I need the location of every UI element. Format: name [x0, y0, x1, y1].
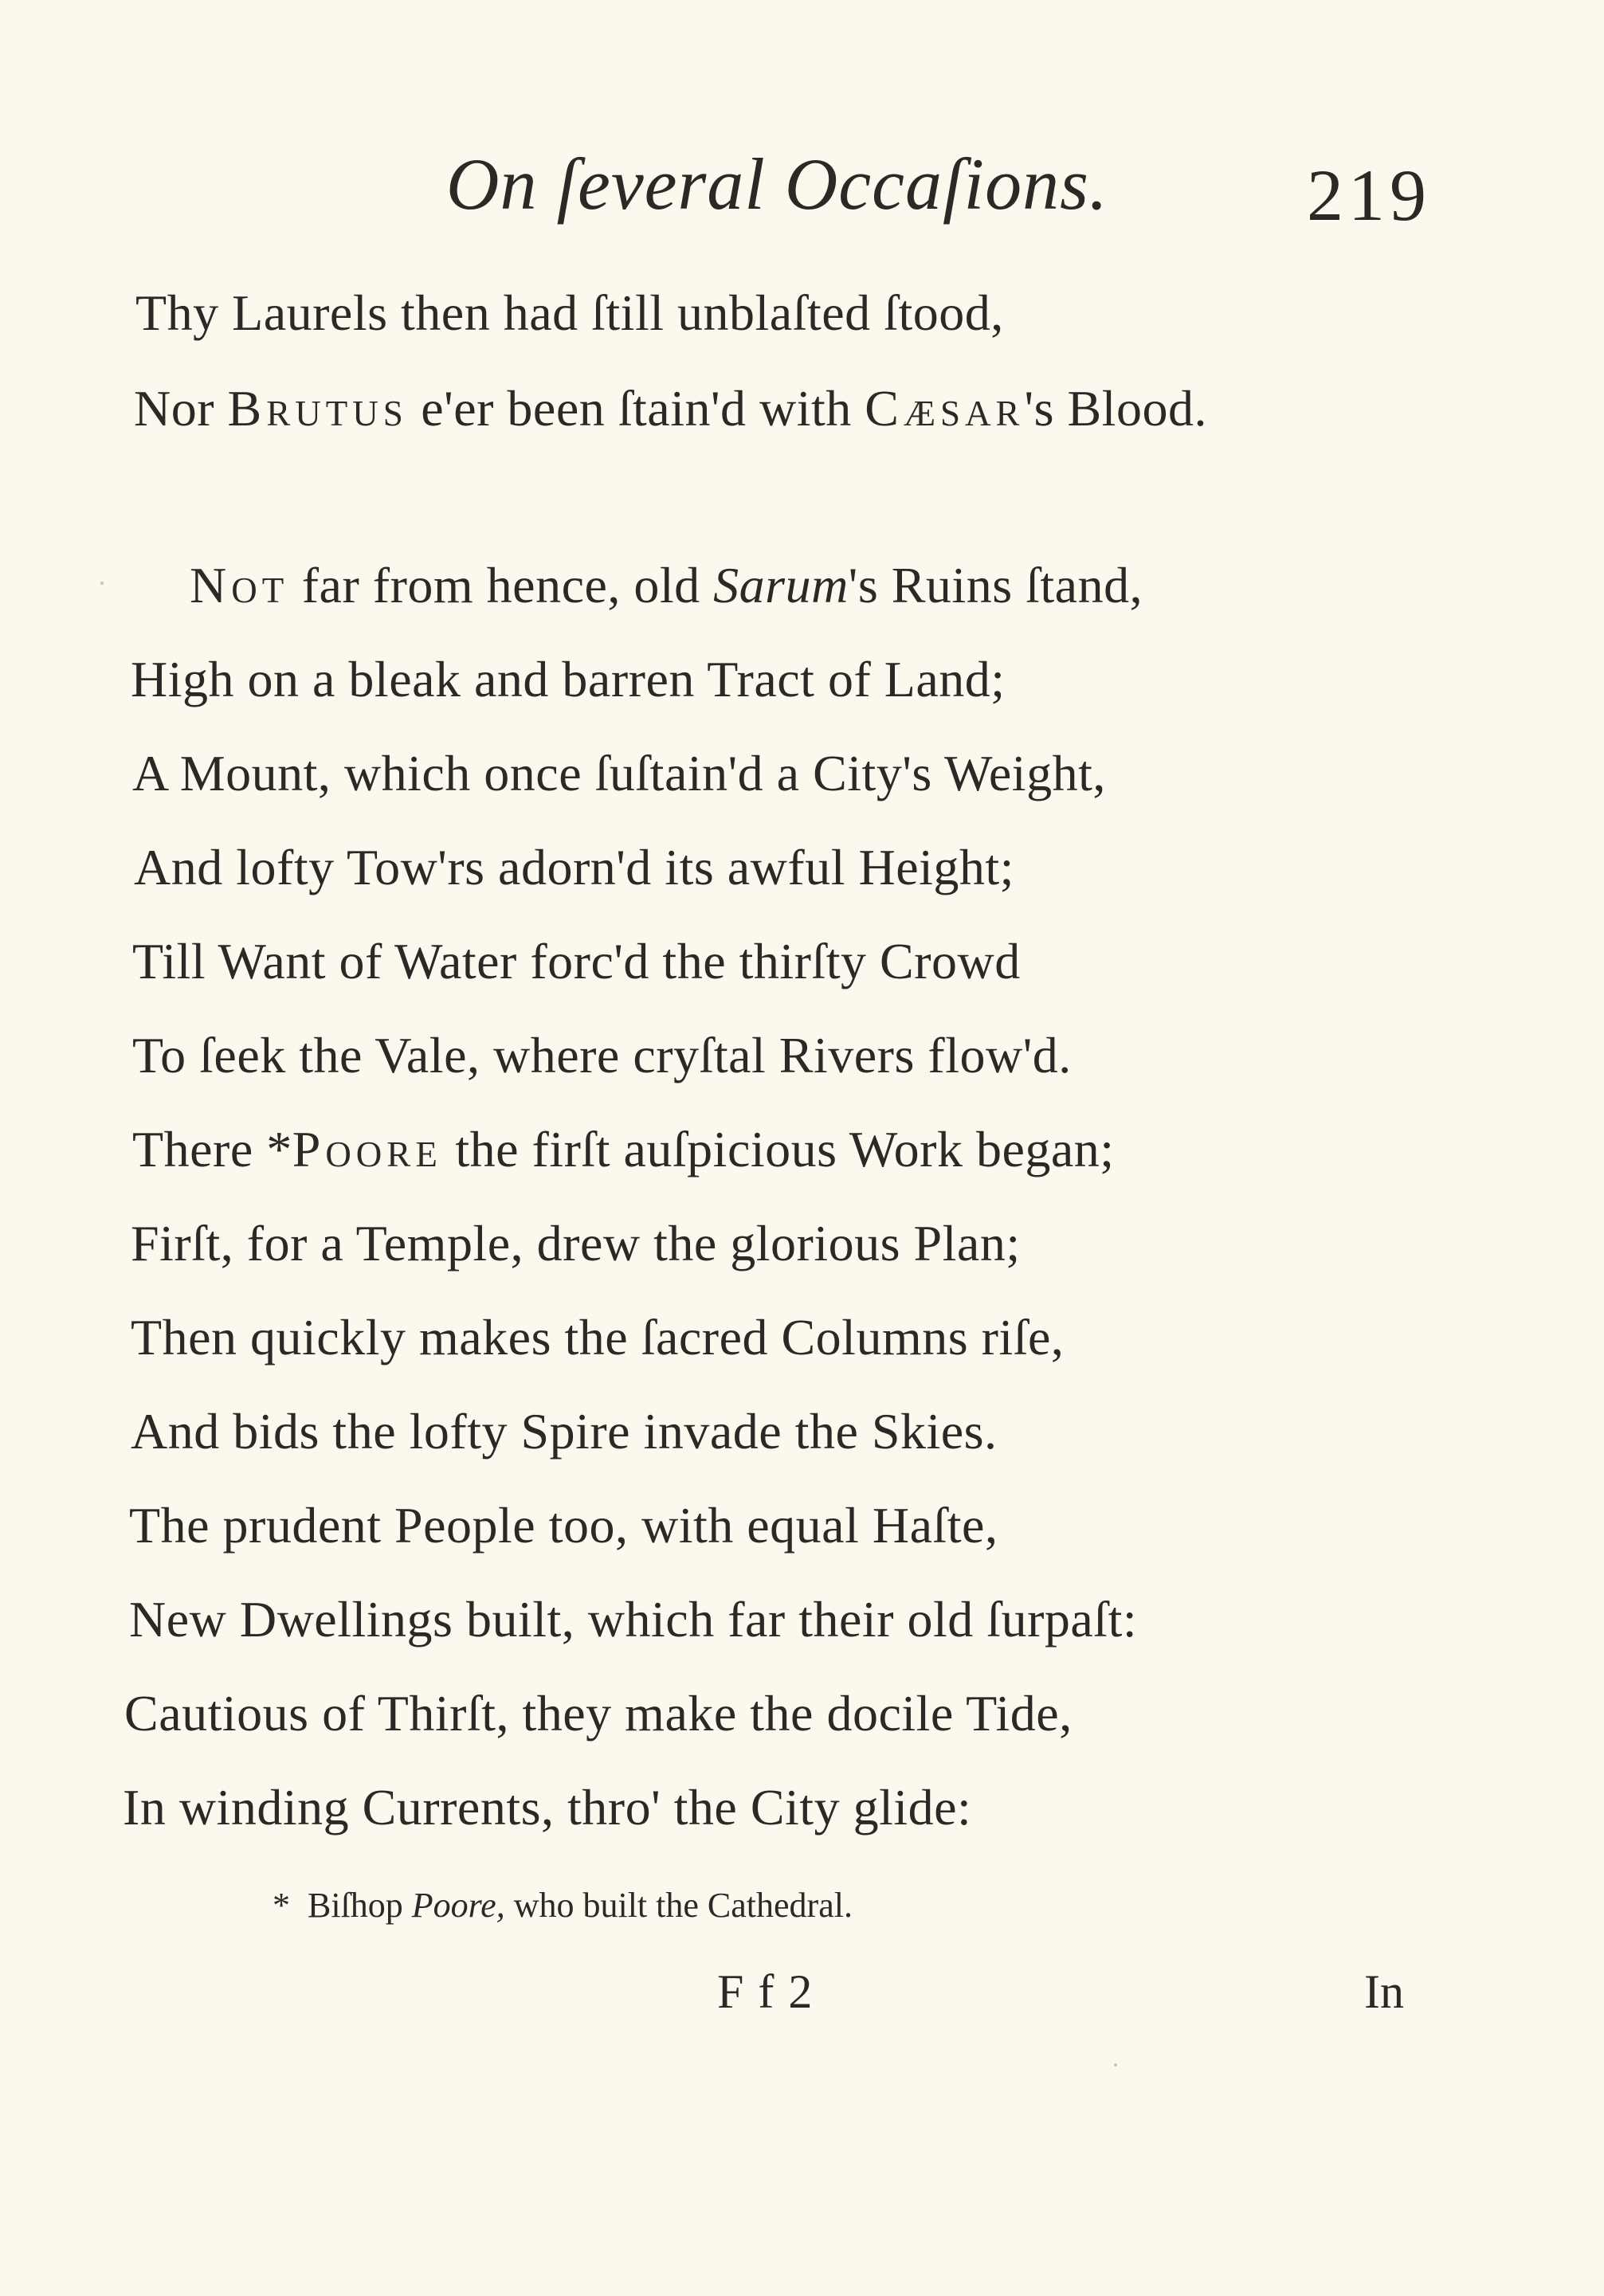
verse-line	[134, 824, 1014, 911]
verse-text: the firſt auſpicious Work began;	[441, 1121, 1115, 1177]
small-caps-opening: Not	[190, 557, 289, 613]
verse-text: A Mount, which once ſuſtain'd a City's Weight,	[132, 745, 1106, 801]
verse-line	[123, 1764, 971, 1851]
verse-line	[190, 542, 1143, 629]
verse-line	[124, 1670, 1073, 1757]
verse-line	[131, 1388, 998, 1475]
verse-line	[132, 1012, 1072, 1099]
paper-speck	[1114, 2063, 1117, 2067]
verse-line	[129, 1482, 998, 1569]
small-caps-name: Brutus	[227, 380, 408, 437]
verse-text: Then quickly makes the ſacred Columns riſe,	[131, 1309, 1065, 1365]
footnote	[273, 1885, 853, 1926]
verse-text: High on a bleak and barren Tract of Land;	[131, 651, 1006, 707]
verse-text: In winding Currents, thro' the City glide:	[123, 1779, 972, 1836]
verse-text: The prudent People too, with equal Haſte,	[129, 1497, 998, 1554]
verse-text: 's Ruins ſtand,	[848, 557, 1143, 613]
verse-text: far from hence, old	[288, 557, 714, 613]
verse-text: There *	[132, 1121, 292, 1177]
verse-line	[131, 1294, 1064, 1381]
small-caps-name: Poore	[292, 1121, 442, 1177]
verse-text: 's Blood.	[1024, 380, 1207, 437]
signature-mark: Ff2	[717, 1965, 827, 2018]
verse-line	[131, 636, 1006, 723]
page-number: 219	[1307, 155, 1431, 236]
verse-text: And bids the lofty Spire invade the Skies.	[131, 1403, 998, 1459]
small-caps-name: Cæsar	[865, 380, 1025, 437]
verse-text: To ſeek the Vale, where cryſtal Rivers flow'd.	[132, 1027, 1072, 1083]
verse-text: Firſt, for a Temple, drew the glorious Plan;	[131, 1215, 1021, 1271]
verse-text: Nor	[134, 380, 228, 437]
footnote-italic-name: Poore,	[411, 1886, 505, 1925]
footnote-text: Biſhop	[308, 1886, 412, 1925]
verse-line	[129, 1576, 1137, 1663]
italic-name: Sarum	[713, 557, 849, 613]
page-header	[0, 142, 1604, 253]
catchword: In	[1364, 1965, 1404, 2018]
verse-text: New Dwellings built, which far their old ſurpaſt:	[129, 1591, 1138, 1648]
paper-speck	[100, 582, 104, 585]
verse-line	[131, 1200, 1021, 1287]
verse-line	[132, 918, 1021, 1005]
verse-text: e'er been ſtain'd with	[407, 380, 865, 437]
verse-text: Till Want of Water forc'd the thirſty Crowd	[132, 933, 1021, 989]
verse-text: Cautious of Thirſt, they make the docile Tide,	[124, 1685, 1073, 1742]
verse-line	[132, 730, 1106, 817]
footnote-mark: *	[273, 1886, 290, 1925]
verse-line	[132, 1106, 1115, 1193]
verse-text: And lofty Tow'rs adorn'd its awful Height;	[134, 839, 1014, 895]
verse-text: Thy Laurels then had ſtill unblaſted ſtood,	[135, 284, 1004, 341]
verse-line	[134, 365, 1207, 453]
verse-line	[135, 269, 1004, 357]
footnote-text: who built the Cathedral.	[504, 1886, 853, 1925]
running-title: On ſeveral Occaſions.	[446, 143, 1108, 225]
